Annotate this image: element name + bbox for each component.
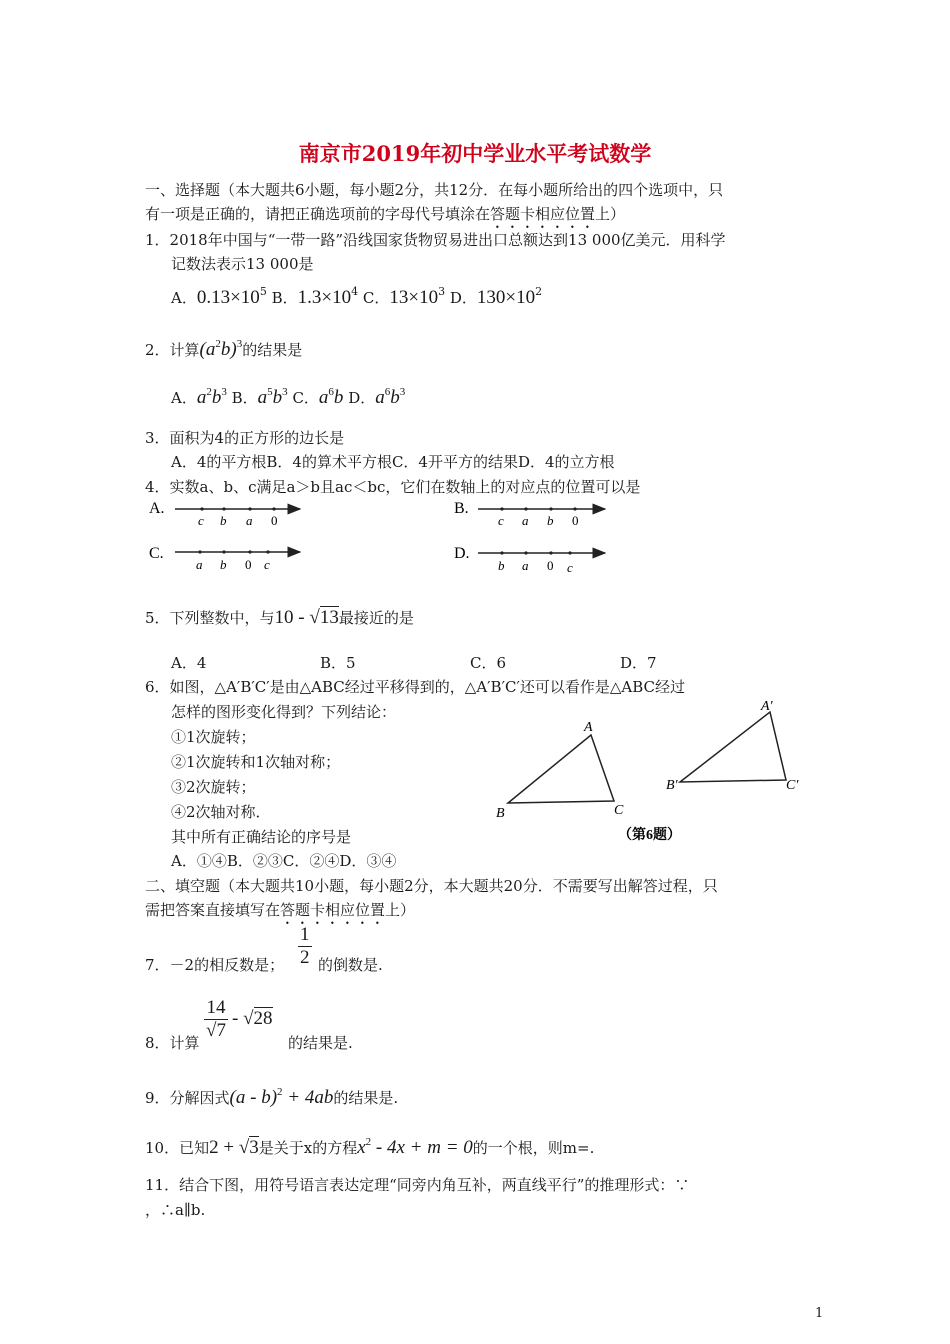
q6-label-c-prime: C′ [786,778,799,793]
q4-b-pt4: 0 [572,513,579,528]
section2-line2-end: 上） [385,901,416,919]
q2-c-label: C． [292,389,319,407]
page-number: 1 [815,1306,824,1321]
q6-figure [490,695,820,850]
q9-expr: (a - b)$^2$ + 4ab [229,1086,334,1108]
q6-label-a: A [584,720,593,735]
q4-d-label: D. [454,545,470,562]
q4-stem: 4．实数a、b、c满足a＞b且ac＜bc，它们在数轴上的对应点的位置可以是 [145,478,641,496]
q7-stem [145,955,284,975]
q1-d-math: 130×10 [476,287,536,308]
q4-c-pt3: 0 [245,557,252,572]
q4-c-pt2: b [220,557,227,572]
q1-b-label: B． [271,289,298,307]
q4-a-pt4: 0 [271,513,278,528]
q6-conclusion-2: ②1次旋转和1次轴对称； [171,753,341,771]
section2-emphasis: 答题卡相应位置 [280,901,386,919]
q10-equation: $x^2 - 4x + m = 0$ [357,1136,473,1158]
q2-options [171,382,405,408]
q2-a-math: $a^2b^3$ [196,386,227,408]
q6-label-c: C [614,803,624,818]
q1-d-sup: 2 [535,285,543,298]
q6-label-a-prime: A′ [761,699,773,714]
q5-option-c: C．6 [470,654,507,672]
section1-line2 [145,204,625,232]
q1-d-label: D． [449,289,477,307]
q5-option-a: A．4 [171,654,207,672]
q8-prefix: 8．计算 [145,1034,200,1052]
q6-conclusion-4: ④2次轴对称． [171,803,271,821]
q4-d-pt3: 0 [547,558,554,573]
q9-suffix: 的结果是. [333,1089,399,1107]
q11-line2: ，∴a∥b. [145,1201,206,1219]
q3-stem: 3．面积为4的正方形的边长是 [145,429,345,447]
q2-prefix: 2．计算 [145,341,200,359]
q4-number-lines [140,495,700,585]
q2-c-math: $a^6b$ [318,386,344,408]
q1-a-sup: 5 [259,285,267,298]
q1-b-sup: 4 [351,285,359,298]
q7-fraction [298,924,312,969]
q4-c-pt4: c [264,557,270,572]
q5-option-d: D．7 [620,654,657,672]
section1-line2-end: 上） [595,205,626,223]
q6-conclusion-1: ①1次旋转； [171,728,256,746]
q7-suffix: 的倒数是. [318,956,383,974]
q1-b-math: 1.3×10 [297,287,352,308]
q2-b-math: $a^5b^3$ [257,386,288,408]
q7-prefix: 7．－2的相反数是； [145,956,285,974]
q4-d-pt2: a [522,558,529,573]
q4-c-pt1: a [196,557,203,572]
q5-expr: 10 - √13 [274,607,339,628]
page-title: 南京市2019年初中学业水平考试数学 [298,141,652,166]
q4-a-pt1: c [198,513,204,528]
q1-options [171,282,542,308]
q2-d-math: $a^6b^3$ [375,386,406,408]
q4-b-pt3: b [547,513,554,528]
q8-fraction [204,997,228,1042]
q4-c-label: C. [149,545,164,562]
q2-expr: $(a^2b)^3$ [199,338,243,360]
q4-a-pt2: b [220,513,227,528]
q1-c-label: C． [362,289,390,307]
section1-emphasis: 答题卡相应位置 [490,205,596,223]
q6-line1: 6．如图，△A′B′C′是由△ABC经过平移得到的，△A′B′C′还可以看作是△ABC经过 [145,678,686,696]
q4-b-label: B. [454,500,469,517]
section2-line2-text: 需把答案直接填写在 [145,901,281,919]
q7-numerator: 1 [300,924,310,945]
q5-option-b: B．5 [320,654,356,672]
q10-mid: 是关于x的方程 [258,1139,358,1157]
q8-denominator: √7 [206,1020,226,1041]
q1-c-math: 13×10 [389,287,439,308]
q6-label-b: B [496,806,505,821]
section2-line1: 二、填空题（本大题共10小题，每小题2分，本大题共20分．不需要写出解答过程，只 [145,877,718,895]
q4-b-pt1: c [498,513,504,528]
q6-label-b-prime: B′ [666,778,678,793]
q6-conclusion-3: ③2次旋转； [171,778,256,796]
q7-denominator: 2 [300,947,310,968]
q9-stem [145,1082,398,1108]
q1-a-label: A． [171,289,197,307]
triangle-abc [508,735,614,803]
q1-line2: 记数法表示13 000是 [171,255,314,273]
q10-prefix: 10．已知 [145,1139,210,1157]
q2-a-label: A． [171,389,197,407]
q1-line1: 1．2018年中国与“一带一路”沿线国家货物贸易进出口总额达到13 000亿美元．用科学 [145,231,726,249]
q6-options: A．①④B．②③C．②④D．③④ [171,852,397,870]
q5-suffix: 最接近的是 [338,609,414,627]
q5-stem [145,608,414,628]
q2-b-label: B． [231,389,258,407]
q10-stem [145,1132,594,1158]
q4-d-pt1: b [498,558,505,573]
q6-figure-caption: （第6题） [618,828,681,843]
q10-suffix: 的一个根，则m=. [472,1139,595,1157]
section1-line1: 一、选择题（本大题共6小题，每小题2分，共12分．在每小题所给出的四个选项中，只 [145,181,724,199]
q9-prefix: 9．分解因式 [145,1089,230,1107]
q4-a-label: A. [149,500,165,517]
q8-numerator: 14 [206,997,226,1018]
section1-line2-text: 有一项是正确的，请把正确选项前的字母代号填涂在 [145,205,491,223]
q2-suffix: 的结果是 [242,341,303,359]
q5-prefix: 5．下列整数中，与 [145,609,275,627]
triangle-abc-prime [680,712,786,782]
q4-b-pt2: a [522,513,529,528]
q1-a-math: 0.13×10 [196,287,260,308]
q8-expr: - √28 [232,1008,273,1029]
q2-d-label: D． [348,389,376,407]
q4-d-pt4: c [567,560,573,575]
q10-expr: 2 + √3 [209,1137,259,1158]
q4-a-pt3: a [246,513,253,528]
q6-line-end: 其中所有正确结论的序号是 [171,828,352,846]
q3-options: A．4的平方根B．4的算术平方根C．4开平方的结果D．4的立方根 [171,453,615,471]
section2-line2 [145,900,415,928]
q1-c-sup: 3 [438,285,446,298]
q2-stem [145,334,302,360]
q11-line1: 11．结合下图，用符号语言表达定理“同旁内角互补，两直线平行”的推理形式：∵ [145,1176,690,1194]
q6-line2: 怎样的图形变化得到？下列结论： [171,703,397,721]
q8-suffix: 的结果是. [288,1034,353,1052]
